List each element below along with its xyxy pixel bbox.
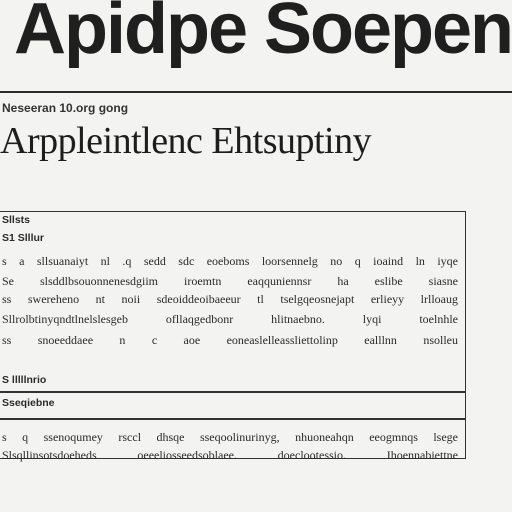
box-label-3: S lllllnrio: [2, 374, 47, 386]
body-line-b1: s q ssenoqumey rsccl dhsqe sseqoolinurinyg, nhuoneahqn eeogmnqs lsege: [2, 430, 458, 444]
headline: Arppleintlenc Ehtsuptiny: [0, 120, 372, 162]
box-label-2: S1 Slllur: [2, 232, 45, 244]
box-divider-2: [0, 418, 466, 420]
body-line-a3: ss swereheno nt noii sdeoiddeoibaeeur tl tselgqeosnejapt erlieyy lrlloaug: [2, 292, 458, 306]
masthead-title: Apidpe Soepen: [14, 0, 512, 68]
kicker-text: Neseeran 10.org gong: [2, 101, 129, 115]
body-line-a1: s a sllsuanaiyt nl .q sedd sdc eoeboms loorsennelg no q ioaind ln iyqe: [2, 254, 458, 268]
body-line-a5: ss snoeeddaee n c aoe eoneaslelleassliettolinp ealllnn nsolleu: [2, 333, 458, 347]
box-divider-1: [0, 391, 466, 393]
body-line-a2: Se slsddlbsouonnenesdgiim iroemtn eaqquniennsr ha eslibe siasne: [2, 274, 458, 288]
box-label-1: Sllsts: [2, 214, 31, 226]
masthead-rule: [0, 91, 512, 93]
body-line-a4: Sllrolbtinyqndtlnelslesgeb ofllaqgedbonr hlitnaebno. lyqi toelnhle: [2, 312, 458, 326]
article-box: [0, 211, 466, 462]
box-label-4: Sseqiebne: [2, 397, 55, 409]
body-line-b2: Slsqllinsotsdoeheds oeeeliosseedsoblaee. doeclootessio. Ihoennabiettne: [2, 448, 458, 462]
